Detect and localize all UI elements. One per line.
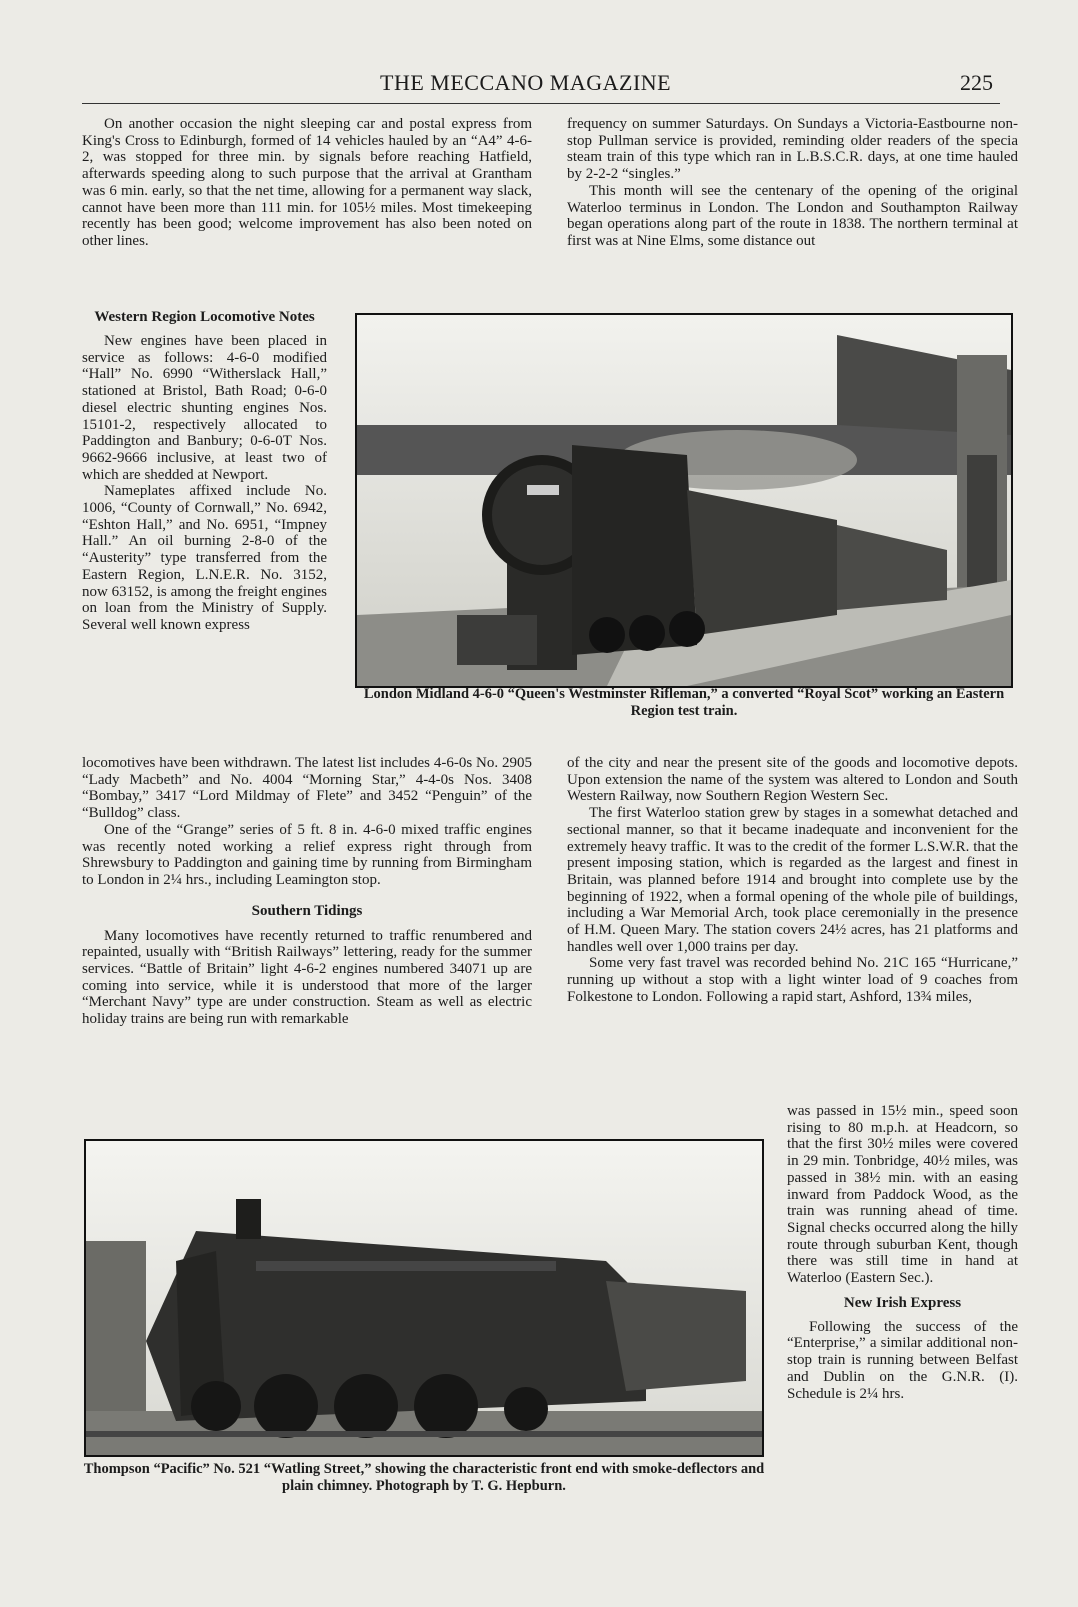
paragraph: Some very fast travel was recorded behind No. 21C 165 “Hurricane,” running up without a stop with a light winter load of 9 coaches from Folkestone to London. Following a rapid start, Ashford, 13¾ miles, (567, 955, 1018, 1005)
paragraph: This month will see the centenary of the opening of the original Waterloo terminus in London. The London and Southampton Railway began operations along part of the route in 1838. The northern terminal at first was at Nine Elms, some distance out (567, 182, 1018, 249)
western-region-heading: Western Region Locomotive Notes (94, 309, 315, 325)
magazine-title: THE MECCANO MAGAZINE (380, 70, 672, 95)
column-left-middle (82, 755, 532, 1028)
photo1-caption: London Midland 4-6-0 “Queen's Westminster Rifleman,” a converted “Royal Scot” working an Eastern Region test train. (363, 686, 1005, 719)
paragraph: locomotives have been withdrawn. The latest list includes 4-6-0s No. 2905 “Lady Macbeth” and No. 4004 “Morning Star,” 4-4-0s Nos. 3408 “Bombay,” 3417 “Lord Mildmay of Flete” and 3452 “Penguin” of the “Bulldog” class. (82, 755, 532, 822)
photo-queens-westminster-rifleman (355, 313, 1013, 688)
paragraph: was passed in 15½ min., speed soon rising to 80 m.p.h. at Headcorn, so that the first 30½ miles were covered in 29 min. Tonbridge, 40½ miles, was passed in 38½ min. with an easing inward from Paddock Wood, as the train was running ahead of time. Signal checks occurred along the hilly route through suburban Kent, though there was still time in hand at Waterloo (Eastern Sec.). (787, 1103, 1018, 1287)
column-western-narrow (82, 309, 327, 634)
page-number: 225 (960, 70, 993, 95)
column-right-middle (567, 755, 1018, 1006)
header-rule (82, 103, 1000, 104)
paragraph: Following the success of the “Enterprise,” a similar additional non-stop train is running between Belfast and Dublin on the G.N.R. (I). Schedule is 2¼ hrs. (787, 1318, 1018, 1402)
paragraph: On another occasion the night sleeping car and postal express from King's Cross to Edinburgh, formed of 14 vehicles hauled by an “A4” 4-6-2, was stopped for three min. by signals before reaching Hatfield, afterwards speeding along to such purpose that the arrival at Grantham was 6 min. early, so that the net time, allowing for a permanent way slack, cannot have been more than 111 min. for 105½ miles. Most timekeeping recently has been good; welcome improvement has also been noted on other lines. (82, 116, 532, 249)
column-left-top (82, 116, 532, 250)
paragraph: One of the “Grange” series of 5 ft. 8 in. 4-6-0 mixed traffic engines was recently noted working a relief express right through from Shrewsbury to Paddington and gaining time by running from Birmingham to London in 2¼ hrs., including Leamington stop. (82, 821, 532, 888)
column-right-narrow (787, 1103, 1018, 1402)
new-irish-express-heading: New Irish Express (843, 1294, 962, 1311)
paragraph: Nameplates affixed include No. 1006, “County of Cornwall,” No. 6942, “Eshton Hall,” and No. 6951, “Impney Hall.” An oil burning 2-8-0 of the “Austerity” type transferred from the Eastern Region, L.N.E.R. No. 3152, now 63152, is among the freight engines on loan from the Ministry of Supply. Several well known express (82, 483, 327, 633)
paragraph: frequency on summer Saturdays. On Sundays a Victoria-Eastbourne non-stop Pullman service is provided, reminding older readers of the specia steam train of this type which ran in L.B.S.C.R. days, at one time hauled by 2-2-2 “singles.” (567, 116, 1018, 183)
photo-watling-street (84, 1139, 764, 1457)
paragraph: The first Waterloo station grew by stages in a somewhat detached and sectional manner, so that it became inadequate and inconvenient for the extremely heavy traffic. It was to the credit of the former L.S.W.R. that the present imposing station, which is regarded as the largest and finest in Britain, was planned before 1914 and brought into complete use by the beginning of 1922, when a formal opening of the whole pile of buildings, including a War Memorial Arch, took place ceremonially in the presence of H.M. Queen Mary. The station covers 24½ acres, has 21 platforms and handles well over 1,000 trains per day. (567, 805, 1018, 955)
column-right-top (567, 116, 1018, 250)
photo2-caption: Thompson “Pacific” No. 521 “Watling Street,” showing the characteristic front end with smoke-deflectors and plain chimney. Photograph by T. G. Hepburn. (83, 1461, 765, 1494)
paragraph: Many locomotives have recently returned to traffic renumbered and repainted, usually with “British Railways” lettering, ready for the summer services. “Battle of Britain” light 4-6-2 engines numbered 34071 up are coming into service, while it is understood that more of the larger “Merchant Navy” type are under construction. Steam as well as electric holiday trains are being run with remarkable (82, 927, 532, 1028)
paragraph: of the city and near the present site of the goods and locomotive depots. Upon extension the name of the system was altered to London and South Western Railway, now Southern Region Western Sec. (567, 755, 1018, 805)
paragraph: New engines have been placed in service as follows: 4-6-0 modified “Hall” No. 6990 “Witherslack Hall,” stationed at Bristol, Bath Road; 0-6-0 diesel electric shunting engines Nos. 15101-2, respectively allocated to Paddington and Banbury; 0-6-0T Nos. 9662-9666 inclusive, at least two of which are shedded at Newport. (82, 333, 327, 483)
southern-tidings-heading: Southern Tidings (251, 902, 363, 919)
